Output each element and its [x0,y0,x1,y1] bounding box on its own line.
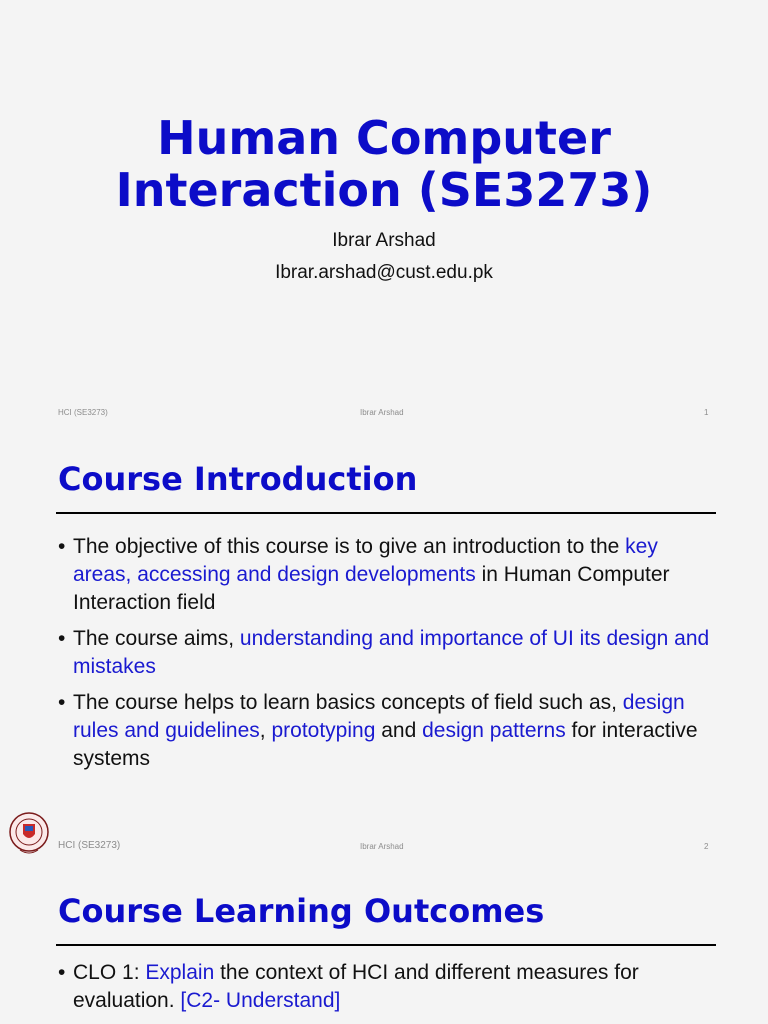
bullet-text: for interactive systems [73,719,698,770]
title-line-2: Interaction (SE3273) [115,163,653,217]
heading-divider [56,944,716,946]
highlight-text: design patterns [422,719,566,742]
bullet-icon: • [58,961,66,984]
course-introduction-slide [0,432,768,864]
bullet-text: the context of HCI and different measures for evaluation. [73,961,639,1012]
bullet-text: and [375,719,423,742]
list-item [58,959,718,1015]
highlight-text: prototyping [271,719,376,742]
bullet-icon: • [58,535,66,558]
heading-divider [56,512,716,514]
footer-author: Ibrar Arshad [360,842,404,851]
bullet-icon: • [58,691,66,714]
slide-title [0,112,768,216]
slide-heading: Course Learning Outcomes [58,892,545,930]
title-slide [0,0,768,432]
slide-heading: Course Introduction [58,460,418,498]
title-line-1: Human Computer [157,111,611,165]
bullet-list [58,959,718,1023]
highlight-text: Explain [145,961,215,984]
footer-course: HCI (SE3273) [58,840,121,851]
course-learning-outcomes-slide [0,864,768,1024]
bullet-text: CLO 1: [73,961,146,984]
highlight-text: [C2- Understand] [180,989,341,1012]
author-email: Ibrar.arshad@cust.edu.pk [275,262,493,283]
bullet-icon: • [58,627,66,650]
highlight-text: understanding and importance of UI its design and mistakes [73,627,710,678]
bullet-text: , [259,719,272,742]
list-item [58,533,718,617]
footer-author: Ibrar Arshad [360,408,404,417]
slide-footer [0,408,768,422]
list-item [58,625,718,681]
highlight-text: design rules and guidelines [73,691,685,742]
highlight-text: key areas, accessing and design developments [73,535,658,586]
slide-footer [0,840,768,854]
bullet-text: The course aims, [73,627,240,650]
bullet-text: The objective of this course is to give an introduction to the [73,535,626,558]
bullet-list [58,533,718,781]
footer-course: HCI (SE3273) [58,408,108,417]
bullet-text: in Human Computer Interaction field [73,563,670,614]
list-item [58,689,718,773]
author-name: Ibrar Arshad [332,230,436,251]
bullet-text: The course helps to learn basics concepts of field such as, [73,691,623,714]
footer-page-number: 2 [704,842,709,851]
footer-page-number: 1 [704,408,709,417]
